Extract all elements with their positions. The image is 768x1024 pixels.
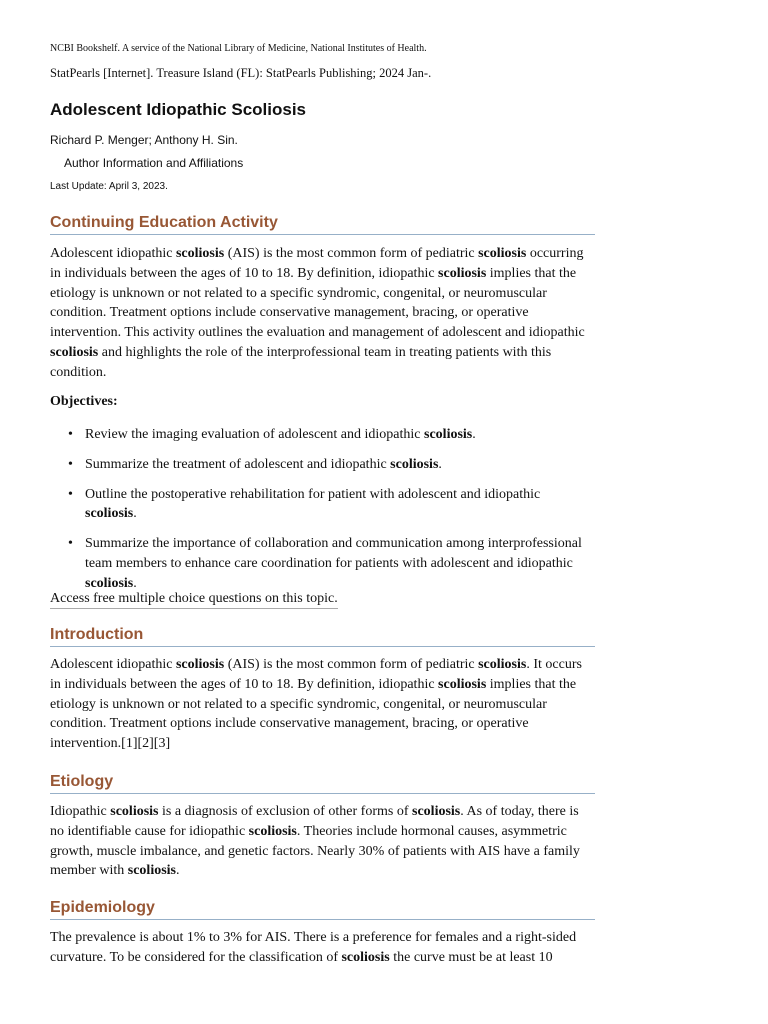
text: . As of today, there is no identifiable cause for idiopathic bbox=[50, 804, 579, 839]
keyword: scoliosis bbox=[438, 676, 487, 692]
text: . bbox=[438, 456, 442, 472]
authors: Richard P. Menger; Anthony H. Sin. bbox=[50, 133, 238, 147]
text: . It occurs in individuals between the ages of 10 to 18. By definition, idiopathic bbox=[50, 657, 582, 692]
objectives-label: Objectives: bbox=[50, 394, 118, 409]
text: (AIS) is the most common form of pediatric bbox=[224, 246, 479, 261]
keyword: scoliosis bbox=[50, 344, 99, 360]
text: (AIS) is the most common form of pediatric bbox=[224, 657, 479, 672]
text: Adolescent idiopathic bbox=[50, 657, 176, 672]
keyword: scoliosis bbox=[127, 863, 176, 879]
heading-etiology: Etiology bbox=[50, 772, 595, 794]
author-affiliations-link[interactable]: Author Information and Affiliations bbox=[64, 156, 244, 170]
etiology-paragraph bbox=[50, 802, 595, 881]
text: implies that the etiology is unknown or not related to a specific syndromic, congenital, or neuromuscular condition. Treatment options include conservative management, bracing, or operative intervention. bbox=[50, 676, 577, 752]
ce-paragraph bbox=[50, 244, 595, 383]
epidemiology-paragraph bbox=[50, 928, 595, 968]
text: . bbox=[133, 506, 137, 522]
text: . Theories include hormonal causes, asymmetric growth, muscle imbalance, and genetic factors. Nearly 30% of patients with AIS have a family member with bbox=[50, 823, 580, 879]
keyword: scoliosis bbox=[175, 657, 225, 672]
keyword: scoliosis bbox=[341, 949, 390, 965]
text: Outline the postoperative rehabilitation for patient with adolescent and idiopathic bbox=[85, 486, 541, 502]
text: Idiopathic bbox=[50, 804, 111, 819]
heading-introduction: Introduction bbox=[50, 625, 595, 647]
text: the curve must be at least 10 bbox=[389, 949, 553, 965]
list-item bbox=[50, 425, 595, 445]
heading-epidemiology: Epidemiology bbox=[50, 898, 595, 920]
objectives-list bbox=[50, 425, 595, 594]
keyword: scoliosis bbox=[390, 456, 439, 472]
last-update: Last Update: April 3, 2023. bbox=[50, 181, 168, 192]
reference-links[interactable]: [1][2][3] bbox=[121, 736, 171, 752]
list-item bbox=[50, 455, 595, 475]
list-item bbox=[50, 534, 595, 593]
heading-continuing-education: Continuing Education Activity bbox=[50, 213, 595, 235]
intro-paragraph bbox=[50, 655, 595, 754]
keyword: scoliosis bbox=[412, 804, 461, 819]
keyword: scoliosis bbox=[438, 265, 487, 281]
mcq-link[interactable]: Access free multiple choice questions on this topic. bbox=[50, 590, 338, 609]
text: Summarize the treatment of adolescent and idiopathic bbox=[85, 456, 391, 472]
keyword: scoliosis bbox=[478, 246, 527, 261]
keyword: scoliosis bbox=[85, 506, 134, 522]
keyword: scoliosis bbox=[110, 804, 159, 819]
list-item bbox=[50, 485, 595, 525]
text: occurring in individuals between the ages of 10 to 18. By definition, idiopathic bbox=[50, 246, 584, 281]
keyword: scoliosis bbox=[478, 657, 527, 672]
text: and highlights the role of the interprofessional team in treating patients with this condition. bbox=[50, 344, 552, 380]
text: . bbox=[133, 575, 137, 591]
text: . bbox=[176, 863, 180, 879]
keyword: scoliosis bbox=[175, 246, 225, 261]
keyword: scoliosis bbox=[248, 823, 297, 839]
keyword: scoliosis bbox=[424, 427, 473, 442]
text: . bbox=[472, 427, 476, 442]
page-title: Adolescent Idiopathic Scoliosis bbox=[50, 100, 306, 119]
citation: StatPearls [Internet]. Treasure Island (FL): StatPearls Publishing; 2024 Jan-. bbox=[50, 66, 432, 80]
text: Adolescent idiopathic bbox=[50, 246, 176, 261]
text: Summarize the importance of collaboration and communication among interprofessional team members to enhance care coordination for patients with adolescent and idiopathic bbox=[85, 536, 582, 571]
ncbi-banner: NCBI Bookshelf. A service of the National Library of Medicine, National Institutes of Health. bbox=[50, 43, 427, 54]
text: implies that the etiology is unknown or not related to a specific syndromic, congenital, or neuromuscular condition. Treatment options include conservative management, bracing, or operative intervention. This activity outlines the evaluation and management of adolescent and idiopathic bbox=[50, 265, 585, 341]
keyword: scoliosis bbox=[85, 575, 134, 591]
text: is a diagnosis of exclusion of other forms of bbox=[158, 804, 413, 819]
text: The prevalence is about 1% to 3% for AIS. There is a preference for females and a right-sided curvature. To be considered for the classification of bbox=[50, 930, 577, 965]
text: Review the imaging evaluation of adolescent and idiopathic bbox=[85, 427, 425, 442]
